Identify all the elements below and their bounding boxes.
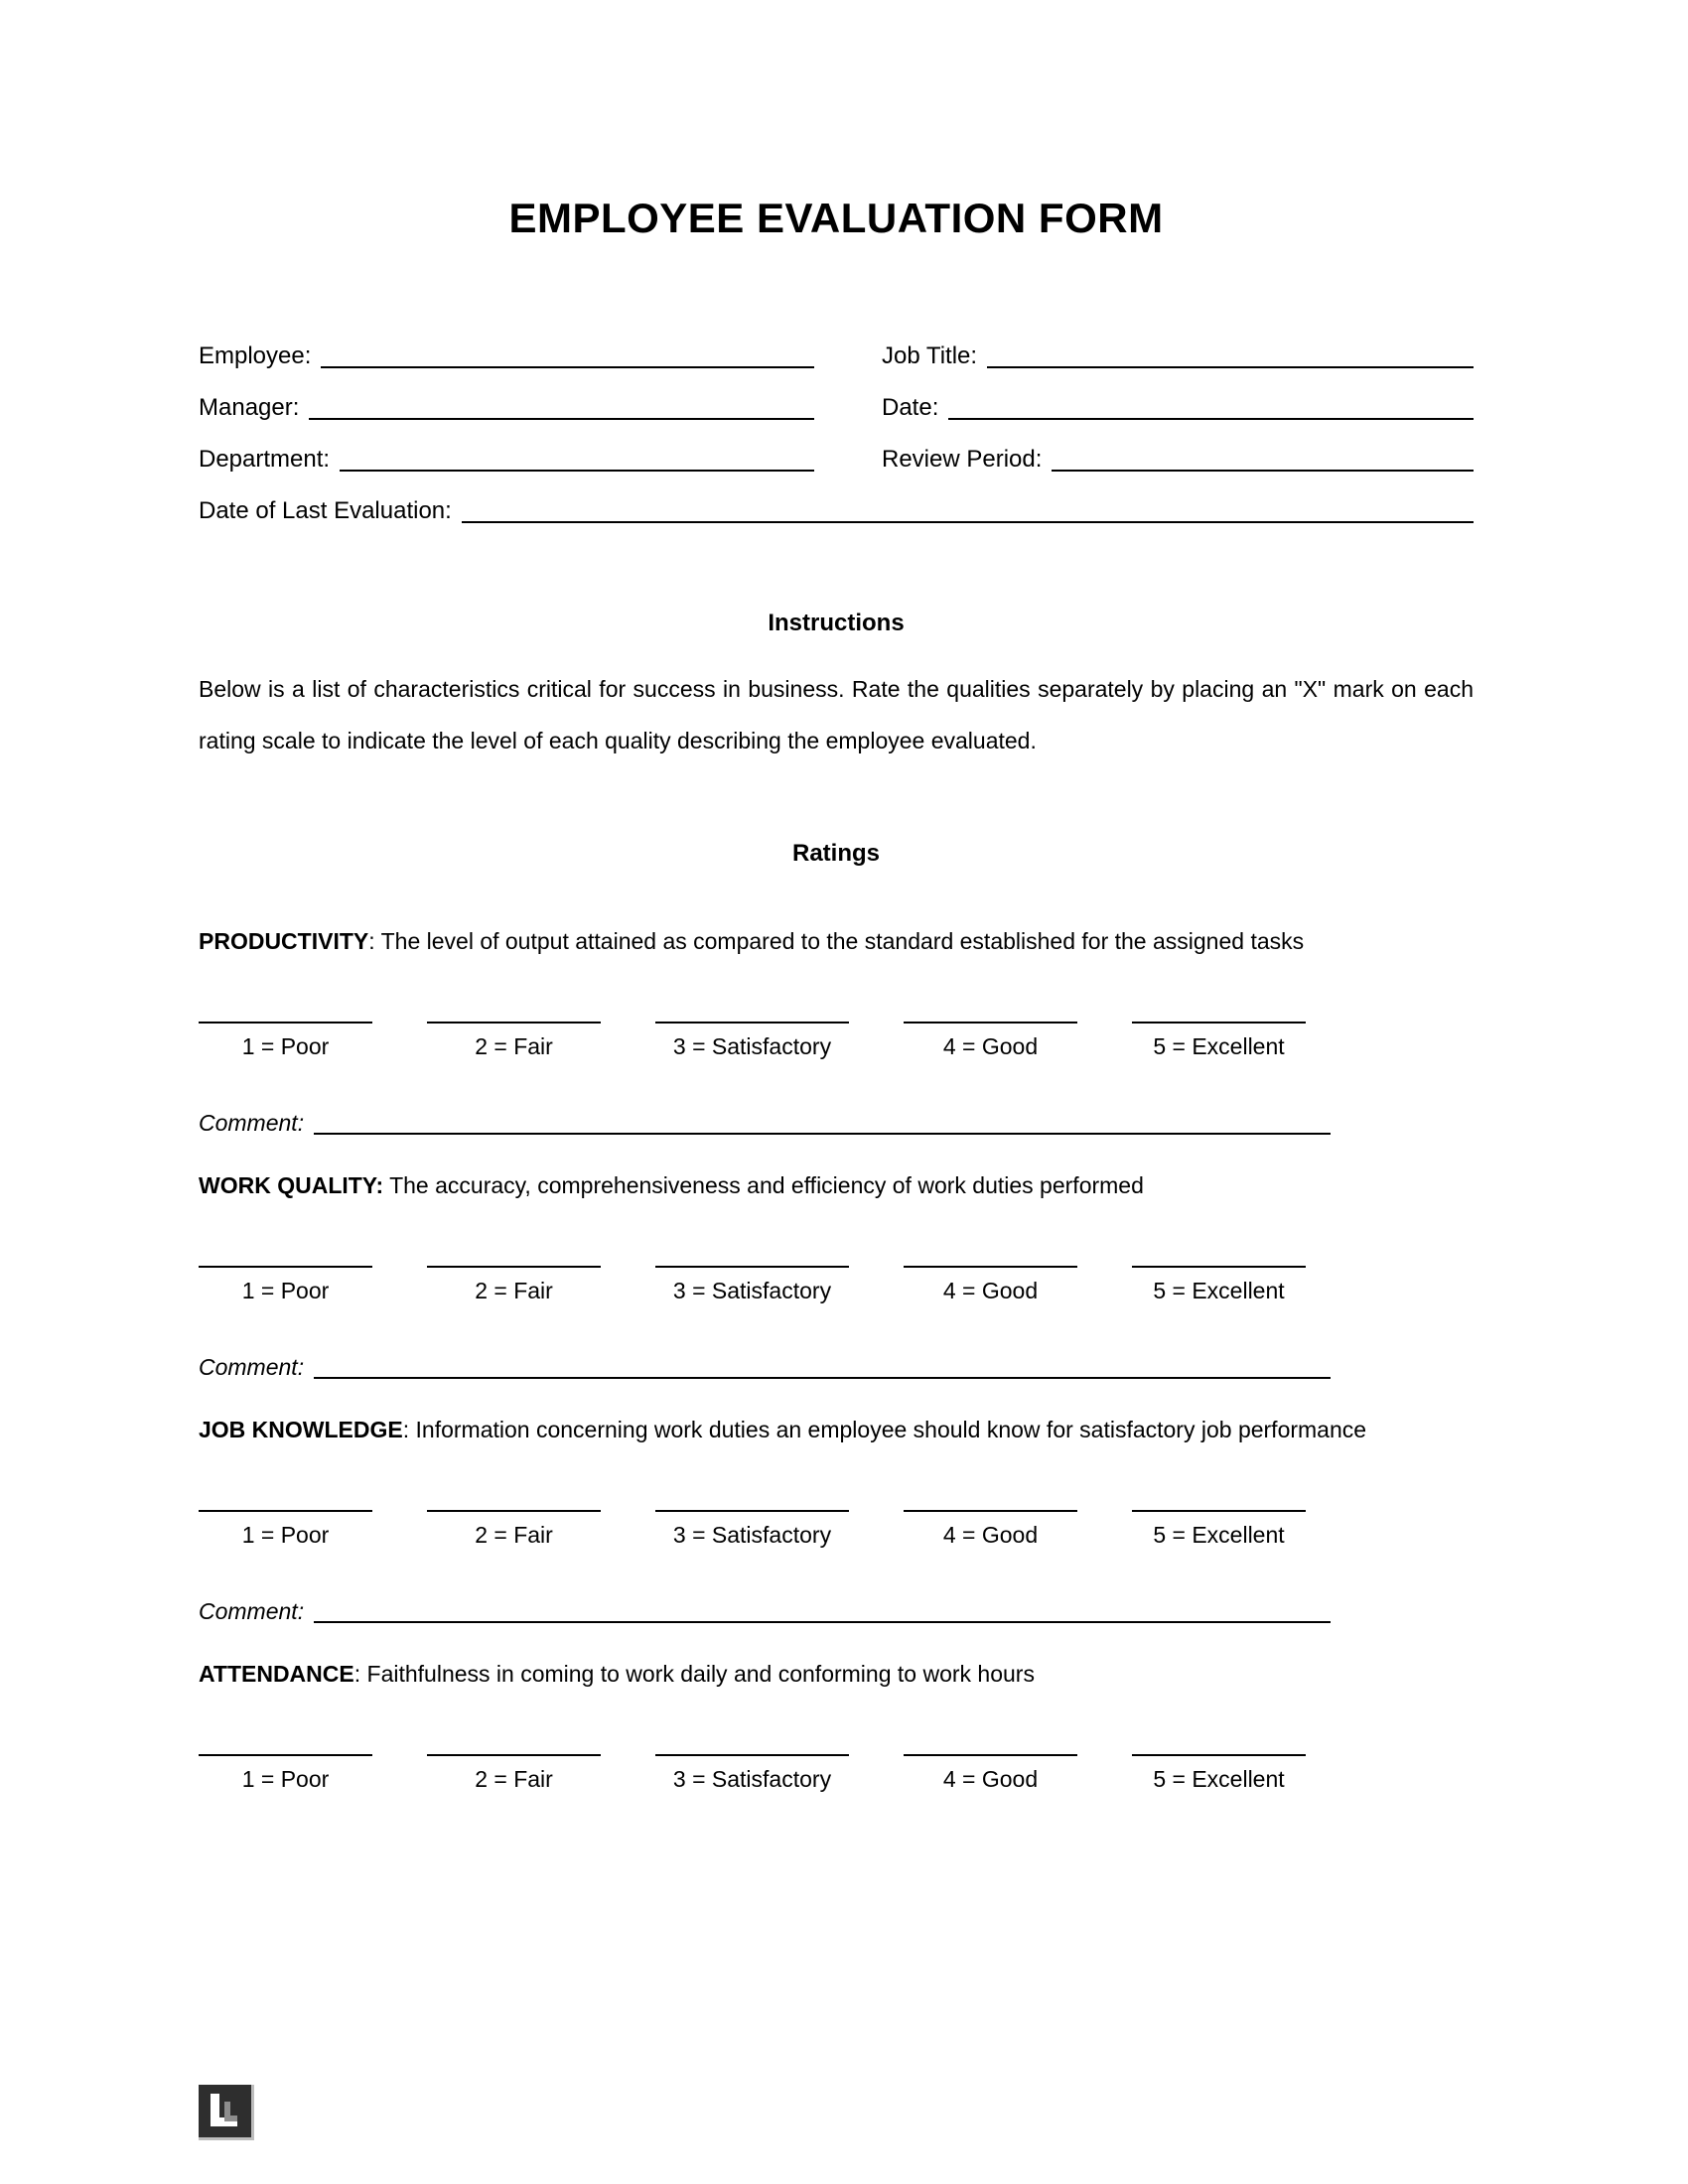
scale-option-poor: [199, 1754, 372, 1793]
scale-option-label: 3 = Satisfactory: [672, 1766, 832, 1792]
rating-mark-line[interactable]: [199, 1754, 372, 1756]
section-heading: [199, 1412, 1390, 1448]
job-title-input-line[interactable]: [987, 341, 1474, 368]
scale-option-fair: [427, 1754, 601, 1793]
scale-option-satisfactory: [655, 1022, 849, 1060]
department-field: [199, 445, 814, 475]
review-period-label: Review Period:: [882, 446, 1043, 473]
rating-mark-line[interactable]: [904, 1754, 1077, 1756]
rating-mark-line[interactable]: [655, 1266, 849, 1268]
page-title: EMPLOYEE EVALUATION FORM: [508, 195, 1164, 241]
scale-option-fair: [427, 1266, 601, 1304]
rating-mark-line[interactable]: [904, 1510, 1077, 1512]
employee-input-line[interactable]: [321, 341, 814, 368]
header-fields: [199, 341, 1474, 526]
header-row-4: [199, 496, 1474, 526]
rating-section-productivity: [199, 923, 1474, 1138]
rating-section-attendance: [199, 1656, 1474, 1793]
header-row-1: [199, 341, 1474, 371]
rating-mark-line[interactable]: [199, 1510, 372, 1512]
scale-option-label: 5 = Excellent: [1153, 1033, 1285, 1059]
logo-l-shape: [224, 2102, 237, 2121]
scale-option-label: 1 = Poor: [241, 1766, 330, 1792]
section-heading: [199, 1167, 1390, 1204]
review-period-field: [882, 445, 1474, 475]
scale-option-label: 1 = Poor: [241, 1278, 330, 1303]
scale-option-label: 5 = Excellent: [1153, 1278, 1285, 1303]
rating-section-work-quality: [199, 1167, 1474, 1382]
scale-option-label: 5 = Excellent: [1153, 1766, 1285, 1792]
job-title-label: Job Title:: [882, 342, 978, 369]
scale-option-satisfactory: [655, 1510, 849, 1549]
scale-option-label: 2 = Fair: [475, 1522, 553, 1548]
rating-mark-line[interactable]: [655, 1510, 849, 1512]
rating-mark-line[interactable]: [1132, 1022, 1306, 1024]
scale-option-fair: [427, 1510, 601, 1549]
scale-option-label: 4 = Good: [942, 1766, 1039, 1792]
comment-field: [199, 1108, 1331, 1138]
header-row-3: [199, 445, 1474, 475]
rating-section-name: ATTENDANCE: [199, 1661, 354, 1687]
rating-mark-line[interactable]: [904, 1022, 1077, 1024]
comment-field: [199, 1596, 1331, 1626]
rating-section-description: : Information concerning work duties an employee should know for satisfactory job performance: [402, 1417, 1367, 1442]
employee-field: [199, 341, 814, 371]
brand-logo-icon: [199, 2085, 254, 2140]
scale-option-excellent: [1132, 1266, 1306, 1304]
scale-option-label: 1 = Poor: [241, 1033, 330, 1059]
rating-mark-line[interactable]: [427, 1266, 601, 1268]
date-input-line[interactable]: [948, 393, 1474, 420]
rating-section-description: : The level of output attained as compared to the standard established for the assigned tasks: [368, 928, 1305, 954]
scale-option-poor: [199, 1022, 372, 1060]
rating-mark-line[interactable]: [427, 1510, 601, 1512]
scale-option-label: 3 = Satisfactory: [672, 1522, 832, 1548]
rating-scale: [199, 1510, 1306, 1549]
comment-input-line[interactable]: [314, 1596, 1331, 1623]
rating-scale: [199, 1754, 1306, 1793]
scale-option-good: [904, 1510, 1077, 1549]
instructions-body: Below is a list of characteristics critical for success in business. Rate the qualities separately by placing an "X" mark on each rating scale to indicate the level of each quality describing the employee evaluated.: [199, 676, 1474, 753]
section-heading: [199, 923, 1390, 960]
job-title-field: [882, 341, 1474, 371]
department-label: Department:: [199, 446, 331, 473]
comment-input-line[interactable]: [314, 1108, 1331, 1135]
scale-option-excellent: [1132, 1754, 1306, 1793]
ratings-heading: Ratings: [791, 840, 880, 867]
department-input-line[interactable]: [340, 445, 814, 472]
rating-mark-line[interactable]: [904, 1266, 1077, 1268]
rating-mark-line[interactable]: [1132, 1510, 1306, 1512]
manager-label: Manager:: [199, 394, 300, 421]
last-evaluation-field: [199, 496, 1474, 526]
rating-scale: [199, 1022, 1306, 1060]
scale-option-label: 2 = Fair: [475, 1033, 553, 1059]
instructions-heading: Instructions: [768, 610, 905, 636]
scale-option-excellent: [1132, 1510, 1306, 1549]
date-field: [882, 393, 1474, 423]
header-row-2: [199, 393, 1474, 423]
last-evaluation-label: Date of Last Evaluation:: [199, 497, 452, 524]
rating-mark-line[interactable]: [1132, 1754, 1306, 1756]
scale-option-label: 1 = Poor: [241, 1522, 330, 1548]
last-evaluation-input-line[interactable]: [462, 496, 1474, 523]
comment-field: [199, 1352, 1331, 1382]
comment-label: Comment:: [199, 1110, 305, 1136]
comment-label: Comment:: [199, 1598, 305, 1624]
rating-section-name: WORK QUALITY:: [199, 1172, 384, 1198]
rating-mark-line[interactable]: [1132, 1266, 1306, 1268]
scale-option-poor: [199, 1510, 372, 1549]
rating-section-name: PRODUCTIVITY: [199, 928, 369, 954]
comment-input-line[interactable]: [314, 1352, 1331, 1379]
scale-option-fair: [427, 1022, 601, 1060]
rating-mark-line[interactable]: [199, 1266, 372, 1268]
review-period-input-line[interactable]: [1052, 445, 1474, 472]
scale-option-label: 2 = Fair: [475, 1278, 553, 1303]
scale-option-label: 3 = Satisfactory: [672, 1033, 832, 1059]
scale-option-label: 3 = Satisfactory: [672, 1278, 832, 1303]
rating-section-name: JOB KNOWLEDGE: [199, 1417, 403, 1442]
scale-option-good: [904, 1022, 1077, 1060]
section-heading: [199, 1656, 1390, 1693]
scale-option-good: [904, 1266, 1077, 1304]
rating-section-description: The accuracy, comprehensiveness and efficiency of work duties performed: [383, 1172, 1144, 1198]
comment-label: Comment:: [199, 1354, 305, 1380]
scale-option-label: 4 = Good: [942, 1278, 1039, 1303]
rating-section-description: : Faithfulness in coming to work daily and conforming to work hours: [353, 1661, 1035, 1687]
manager-field: [199, 393, 814, 423]
manager-input-line[interactable]: [309, 393, 814, 420]
rating-mark-line[interactable]: [427, 1022, 601, 1024]
employee-label: Employee:: [199, 342, 312, 369]
scale-option-satisfactory: [655, 1266, 849, 1304]
scale-option-poor: [199, 1266, 372, 1304]
scale-option-label: 5 = Excellent: [1153, 1522, 1285, 1548]
date-label: Date:: [882, 394, 939, 421]
scale-option-excellent: [1132, 1022, 1306, 1060]
rating-scale: [199, 1266, 1306, 1304]
scale-option-good: [904, 1754, 1077, 1793]
rating-mark-line[interactable]: [655, 1754, 849, 1756]
scale-option-label: 4 = Good: [942, 1033, 1039, 1059]
scale-option-satisfactory: [655, 1754, 849, 1793]
rating-mark-line[interactable]: [199, 1022, 372, 1024]
rating-mark-line[interactable]: [427, 1754, 601, 1756]
scale-option-label: 2 = Fair: [475, 1766, 553, 1792]
rating-mark-line[interactable]: [655, 1022, 849, 1024]
scale-option-label: 4 = Good: [942, 1522, 1039, 1548]
rating-section-job-knowledge: [199, 1412, 1474, 1626]
